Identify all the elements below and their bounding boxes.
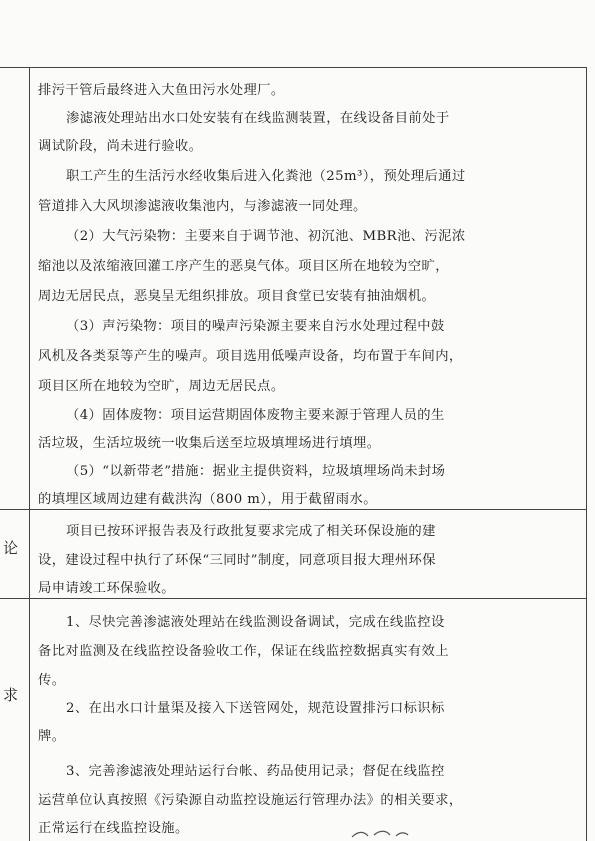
row-divider-requirements (0, 598, 586, 599)
requirement-line: 3、完善渗滤液处理站运行台帐、药品使用记录；督促在线监控 (66, 764, 445, 779)
requirement-line: 1、尽快完善渗滤液处理站在线监测设备调试，完成在线监控设 (66, 615, 445, 630)
conclusion-line: 设，建设过程中执行了环保“三同时”制度，同意项目报大理州环保 (38, 553, 436, 568)
measures-line: （3）声污染物：项目的噪声污染源主要来自污水处理过程中鼓 (66, 319, 445, 334)
measures-line: 排污干管后最终进入大鱼田污水处理厂。 (38, 83, 285, 98)
measures-line: （4）固体废物：项目运营期固体废物主要来源于管理人员的生 (66, 408, 445, 423)
measures-line: 周边无居民点，恶臭呈无组织排放。项目食堂已安装有抽油烟机。 (38, 289, 436, 304)
handwritten-mark (350, 829, 410, 839)
measures-line: 管道排入大风坝渗滤液收集池内，与渗滤液一同处理。 (38, 199, 367, 214)
measures-line: 活垃圾，生活垃圾统一收集后送至垃圾填埋场进行填埋。 (38, 436, 381, 451)
measures-line: （5）“以新带老”措施：据业主提供资料，垃圾填埋场尚未封场 (66, 464, 446, 479)
requirement-line: 运营单位认真按照《污染源自动监控设施运行管理办法》的相关要求， (38, 793, 463, 808)
conclusion-line: 项目已按环评报告表及行政批复要求完成了相关环保设施的建 (66, 524, 436, 539)
measures-line: 缩池以及浓缩液回灌工序产生的恶臭气体。项目区所在地较为空旷， (38, 259, 449, 274)
measures-line: 的填埋区域周边建有截洪沟（800 m），用于截留雨水。 (38, 492, 377, 507)
measures-line: 渗滤液处理站出水口处安装有在线监测装置，在线设备目前处于 (66, 111, 450, 126)
requirement-line: 备比对监测及在线监控设备验收工作，保证在线监控数据真实有效上 (38, 644, 449, 659)
measures-line: 风机及各类泵等产生的噪声。项目选用低噪声设备，均布置于车间内， (38, 349, 463, 364)
requirement-line: 牌。 (38, 729, 66, 744)
conclusion-line: 局申请竣工环保验收。 (38, 581, 175, 596)
measures-line: 调试阶段，尚未进行验收。 (38, 139, 203, 154)
measures-line: （2）大气污染物：主要来自于调节池、初沉池、MBR池、污泥浓 (66, 229, 466, 244)
measures-line: 职工产生的生活污水经收集后进入化粪池（25m³），预处理后通过 (66, 169, 466, 184)
section-label-requirements: 求 (3, 686, 19, 704)
requirement-line: 2、在出水口计量渠及接入下送管网处，规范设置排污口标识标 (66, 701, 445, 716)
section-label-conclusion: 论 (3, 539, 19, 557)
label-column-divider (29, 68, 30, 841)
requirement-line: 传。 (38, 673, 66, 688)
requirement-line: 正常运行在线监控设施。 (38, 821, 189, 836)
measures-line: 项目区所在地较为空旷，周边无居民点。 (38, 379, 285, 394)
row-divider-conclusion (0, 509, 586, 510)
